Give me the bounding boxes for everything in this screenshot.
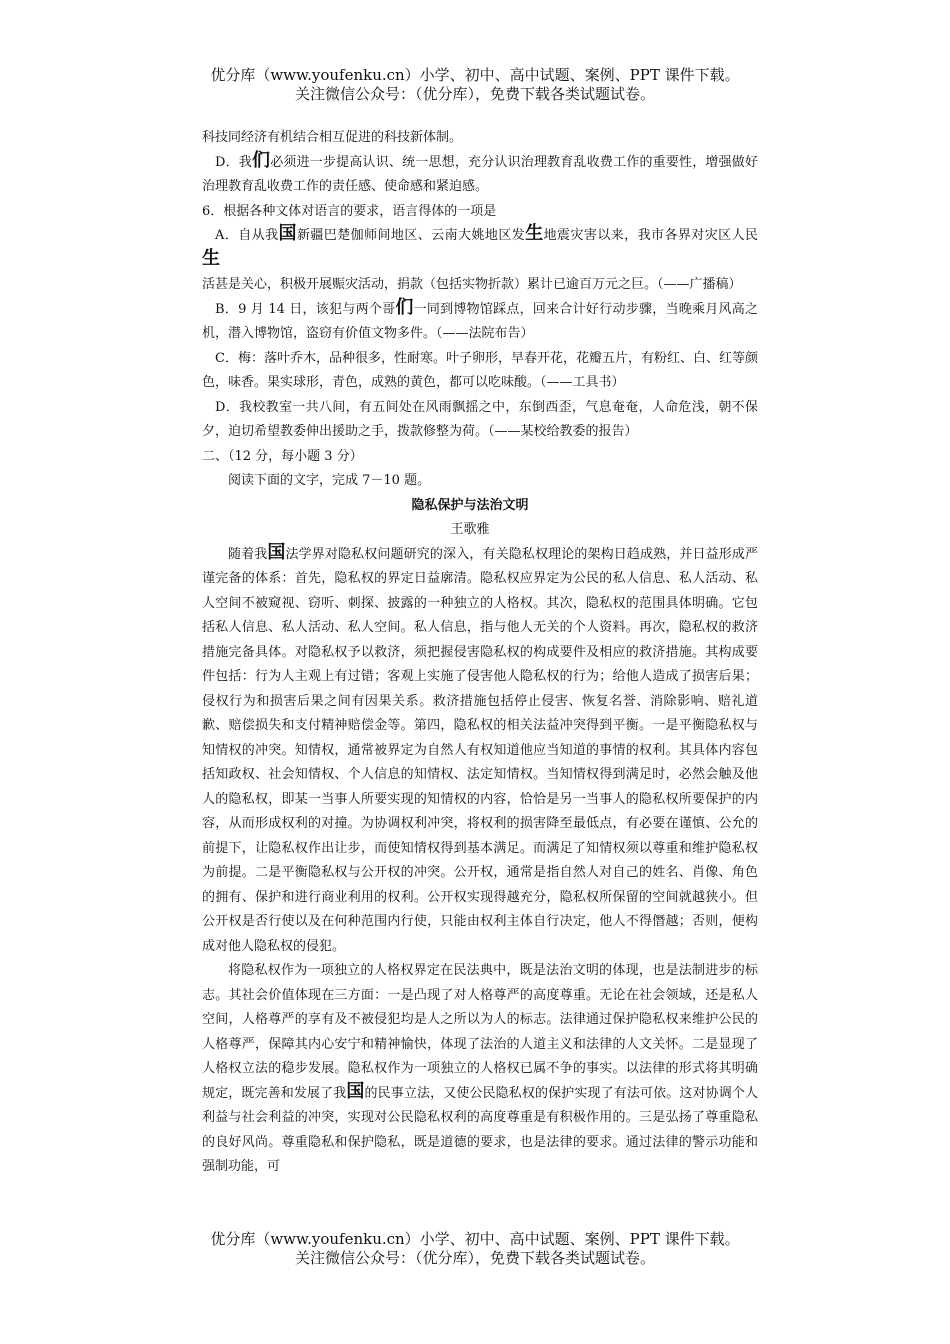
q6-a-big-char-3: 生 (202, 247, 220, 269)
section-2-heading: 二、（12 分，每小题 3 分） (202, 448, 363, 464)
q6-a-part-4: 活甚是关心，积极开展赈灾活动，捐款（包括实物折款）累计已逾百万元之巨。（——广播稿） (202, 277, 742, 292)
q6-b-part-1: B．9 月 14 日，该犯与两个哥 (215, 301, 396, 317)
q5-option-c-tail: 科技同经济有机结合相互促进的科技新体制。 (202, 130, 463, 145)
q5-d-pre: D．我 (215, 154, 252, 170)
p2-pre: 将隐私权作为一项独立的人格权界定在民法典中，既是法治文明的体现，也是法制进步的标志。其社会价值体现在三方面：一是凸现了对人格尊严的高度尊重。无论在社会领域，还是私人空间，人格尊严的享有及不被侵犯均是人之所以为人的标志。法律通过保护隐私权来维护公民的人格尊严，保障其内心安宁和精神愉快，体现了法治的人道主义和法律的人文关怀。二是显现了人格权立法的稳步发展。隐私权作为一项独立的人格权已属不争的事实。以法律的形式将其明确规定，既完善和发展了我 (202, 963, 758, 1101)
article-author: 王歌雅 (450, 522, 490, 537)
article-paragraph-2 (202, 959, 758, 1180)
p2-big-char: 国 (346, 1080, 365, 1102)
q6-option-c: C．梅：落叶乔木，品种很多，性耐寒。叶子卵形，早春开花，花瓣五片，有粉红、白、红等颜色，味香。果实球形，青色，成熟的黄色，都可以吃味酸。（——工具书） (202, 350, 758, 390)
q6-stem: 6．根据各种文体对语言的要求，语言得体的一项是 (202, 203, 497, 219)
p1-big-char: 国 (267, 541, 286, 563)
q6-a-big-char-2: 生 (525, 223, 544, 244)
document-body (202, 126, 758, 1180)
q5-d-post: 必须进一步提高认识、统一思想，充分认识治理教育乱收费工作的重要性，增强做好治理教育乱收费工作的责任感、使命感和紧迫感。 (202, 154, 758, 194)
page-footer (0, 1230, 950, 1268)
footer-line-1: 优分库（www.youfenku.cn）小学、初中、高中试题、案例、PPT 课件下载。 (210, 1230, 740, 1248)
q6-a-part-3: 地震灾害以来，我市各界对灾区人民 (543, 228, 759, 243)
q6-a-part-1: A．自从我 (215, 228, 279, 243)
q5-option-d (202, 151, 758, 200)
q6-option-d: D．我校教室一共八间，有五间处在风雨飘摇之中，东倒西歪，气息奄奄，人命危浅，朝不保夕，迫切希望教委伸出援助之手，拨款修整为荷。（——某校给教委的报告） (202, 399, 758, 439)
footer-line-2: 关注微信公众号：（优分库），免费下载各类试题试卷。 (294, 1249, 655, 1267)
q5-d-big-char: 们 (252, 149, 271, 171)
q6-b-big-char: 们 (395, 296, 414, 318)
p1-post: 法学界对隐私权问题研究的深入，有关隐私权理论的架构日趋成熟，并日益形成严谨完备的体系：首先，隐私权的界定日益廓清。隐私权应界定为公民的私人信息、私人活动、私人空间不被窥视、窃听、刺探、披露的一种独立的人格权。其次，隐私权的范围具体明确。它包括私人信息、私人活动、私人空间。私人信息，指与他人无关的个人资料。再次，隐私权的救济措施完备具体。对隐私权予以救济，须把握侵害隐私权的构成要件及相应的救济措施。其构成要件包括：行为人主观上有过错；客观上实施了侵害他人隐私权的行为；给他人造成了损害后果；侵权行为和损害后果之间有因果关系。救济措施包括停止侵害、恢复名誉、消除影响、赔礼道歉、赔偿损失和支付精神赔偿金等。第四，隐私权的相关法益冲突得到平衡。一是平衡隐私权与知情权的冲突。知情权，通常被界定为自然人有权知道他应当知道的事情的权利。其具体内容包括知政权、社会知情权、个人信息的知情权、法定知情权。当知情权得到满足时，必然会触及他人的隐私权，即某一当事人所要实现的知情权的内容，恰恰是另一当事人的隐私权所要保护的内容，从而形成权利的对撞。为协调权利冲突，将权利的损害降至最低点，有必要在谨慎、公允的前提下，让隐私权作出让步，而使知情权得到基本满足。而满足了知情权须以尊重和维护隐私权为前提。二是平衡隐私权与公开权的冲突。公开权，通常是指自然人对自己的姓名、肖像、角色的拥有、保护和进行商业利用的权利。公开权实现得越充分，隐私权所保留的空间就越狭小。但公开权是否行使以及在何种范围内行使，只能由权利主体自行决定，他人不得僭越；否则，便构成对他人隐私权的侵犯。 (202, 546, 758, 954)
article-title: 隐私保护与法治文明 (411, 497, 529, 513)
q6-b-part-2: 一同到博物馆踩点，回来合计好行动步骤，当晚乘月风高之机，潜入博物馆，盗窃有价值文物多件。（——法院布告） (202, 301, 758, 341)
q6-a-part-2: 新疆巴楚伽师间地区、云南大姚地区发 (296, 228, 526, 243)
q6-option-a (202, 224, 758, 298)
header-line-2: 关注微信公众号：（优分库），免费下载各类试题试卷。 (294, 85, 655, 103)
page-header (0, 66, 950, 104)
article-paragraph-1 (202, 543, 758, 960)
q6-option-b (202, 298, 758, 347)
q6-a-big-char-1: 国 (278, 223, 297, 244)
header-line-1: 优分库（www.youfenku.cn）小学、初中、高中试题、案例、PPT 课件下载。 (210, 66, 740, 84)
p1-pre: 随着我 (228, 546, 268, 562)
p2-post: 的民事立法，又使公民隐私权的保护实现了有法可依。这对协调个人利益与社会利益的冲突，实现对公民隐私权利的高度尊重是有积极作用的。三是弘扬了尊重隐私的良好风尚。尊重隐私和保护隐私，既是道德的要求，也是法律的要求。通过法律的警示功能和强制功能，可 (202, 1085, 758, 1174)
section-2-instruction: 阅读下面的文字，完成 7－10 题。 (228, 473, 431, 488)
